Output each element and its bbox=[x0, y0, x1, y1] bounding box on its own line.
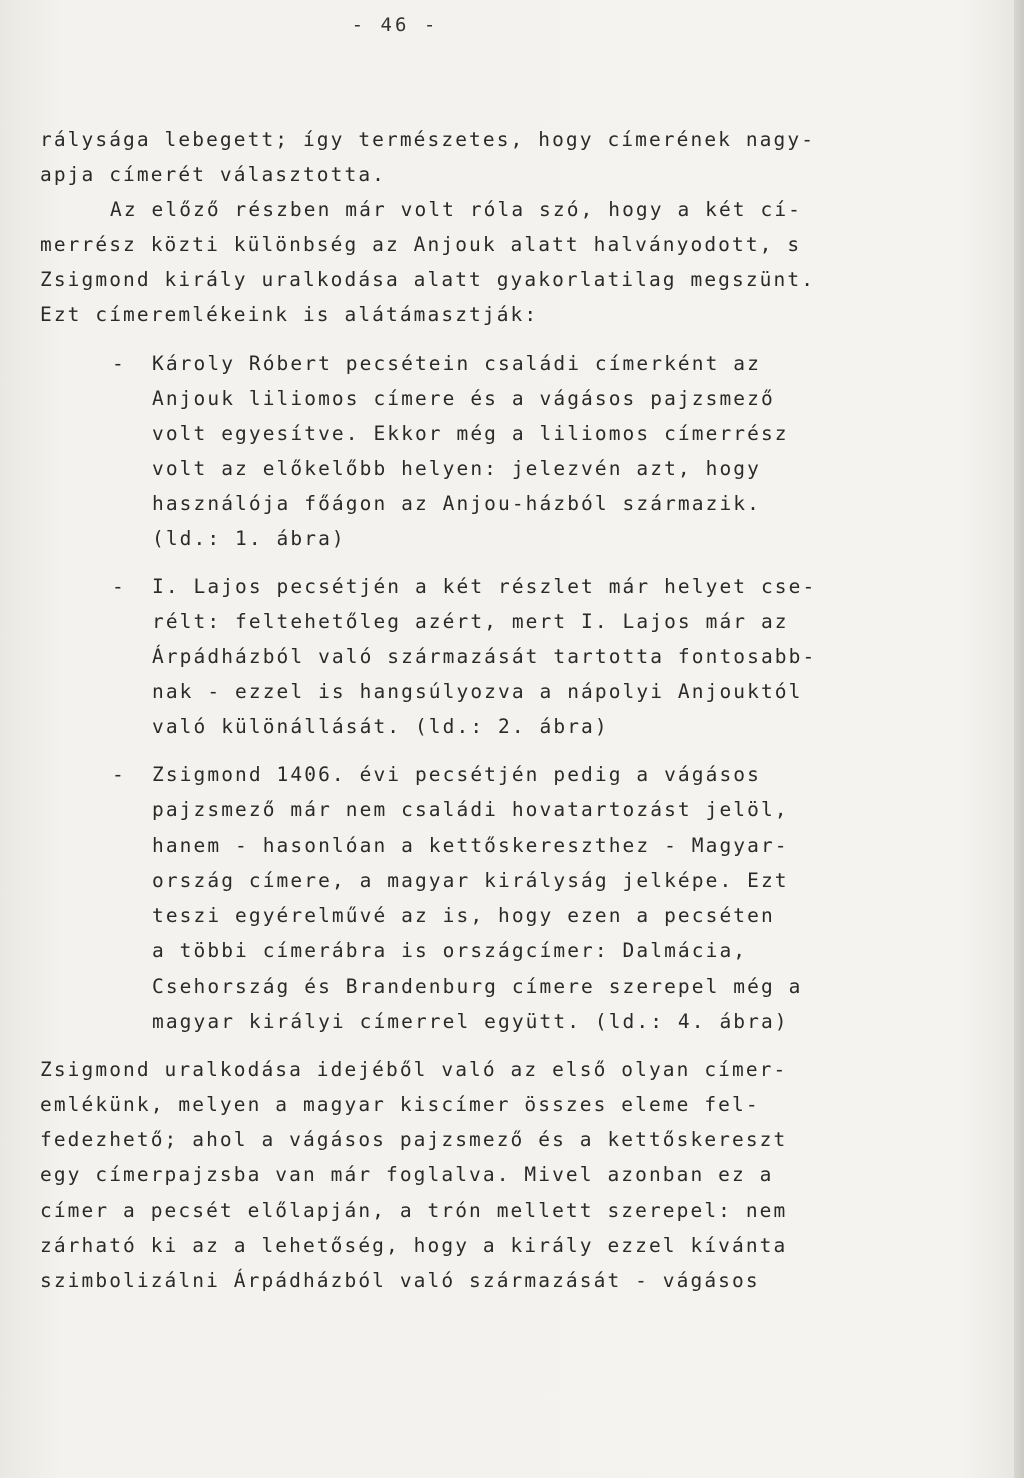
bullet-line: Károly Róbert pecsétein családi címerként az bbox=[152, 352, 761, 375]
bullet-marker: - bbox=[112, 763, 124, 786]
bullet-line: rélt: feltehetőleg azért, mert I. Lajos már az bbox=[152, 610, 789, 633]
bullet-line: pajzsmező már nem családi hovatartozást jelöl, bbox=[152, 798, 789, 821]
bullet-line: a többi címerábra is országcímer: Dalmácia, bbox=[152, 939, 748, 962]
text-line: Ezt címeremlékeink is alátámasztják: bbox=[40, 303, 539, 326]
bullet-line: volt az előkelőbb helyen: jelezvén azt, hogy bbox=[152, 457, 761, 480]
text-line: Az előző részben már volt róla szó, hogy a két cí- bbox=[110, 198, 802, 221]
text-line: merrész közti különbség az Anjouk alatt halványodott, s bbox=[40, 233, 802, 256]
bullet-line: használója főágon az Anjou-házból származik. bbox=[152, 492, 761, 515]
bullet-marker: - bbox=[112, 575, 124, 598]
text-line: címer a pecsét előlapján, a trón mellett szerepel: nem bbox=[40, 1199, 788, 1222]
text-line: rálysága lebegett; így természetes, hogy címerének nagy- bbox=[40, 128, 816, 151]
bullet-line: Zsigmond 1406. évi pecsétjén pedig a vágásos bbox=[152, 763, 761, 786]
page-edge-shadow bbox=[1014, 0, 1024, 1478]
page-number: - 46 - bbox=[351, 14, 439, 36]
text-line: zárható ki az a lehetőség, hogy a király ezzel kívánta bbox=[40, 1234, 788, 1257]
bullet-marker: - bbox=[112, 352, 124, 375]
bullet-line: Csehország és Brandenburg címere szerepel még a bbox=[152, 975, 803, 998]
bullet-line: Anjouk liliomos címere és a vágásos pajzsmező bbox=[152, 387, 775, 410]
bullet-line: ország címere, a magyar királyság jelképe. Ezt bbox=[152, 869, 789, 892]
bullet-line: magyar királyi címerrel együtt. (ld.: 4. ábra) bbox=[152, 1010, 789, 1033]
text-line: apja címerét választotta. bbox=[40, 163, 386, 186]
bullet-line: (ld.: 1. ábra) bbox=[152, 527, 346, 550]
bullet-line: Árpádházból való származását tartotta fontosabb- bbox=[152, 645, 817, 668]
bullet-line: I. Lajos pecsétjén a két részlet már helyet cse- bbox=[152, 575, 817, 598]
bullet-line: teszi egyérelművé az is, hogy ezen a pecséten bbox=[152, 904, 775, 927]
text-line: egy címerpajzsba van már foglalva. Mivel azonban ez a bbox=[40, 1163, 774, 1186]
text-line: Zsigmond király uralkodása alatt gyakorlatilag megszünt. bbox=[40, 268, 816, 291]
text-line: Zsigmond uralkodása idejéből való az első olyan címer- bbox=[40, 1058, 788, 1081]
bullet-line: volt egyesítve. Ekkor még a liliomos címerrész bbox=[152, 422, 789, 445]
text-line: emlékünk, melyen a magyar kiscímer összes eleme fel- bbox=[40, 1093, 760, 1116]
bullet-line: nak - ezzel is hangsúlyozva a nápolyi Anjouktól bbox=[152, 680, 803, 703]
text-line: szimbolizálni Árpádházból való származását - vágásos bbox=[40, 1269, 760, 1292]
bullet-line: hanem - hasonlóan a kettőskereszthez - Magyar- bbox=[152, 834, 789, 857]
text-line: fedezhető; ahol a vágásos pajzsmező és a kettőskereszt bbox=[40, 1128, 788, 1151]
bullet-line: való különállását. (ld.: 2. ábra) bbox=[152, 715, 609, 738]
